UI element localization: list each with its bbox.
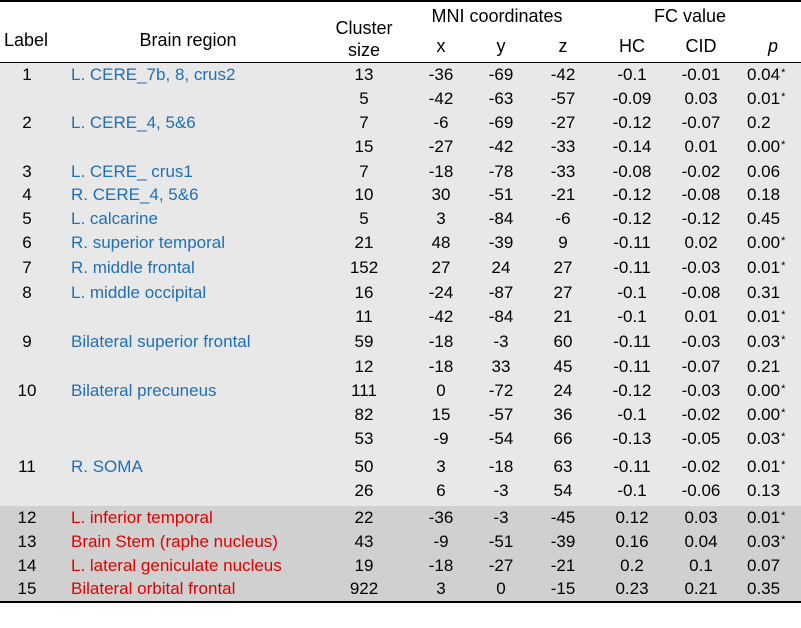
cell-cid: 0.01 bbox=[684, 137, 718, 156]
cell-x: -6 bbox=[433, 113, 449, 132]
cell-x: -9 bbox=[433, 429, 449, 448]
cell-region: Bilateral orbital frontal bbox=[71, 579, 236, 598]
significance-star: * bbox=[781, 383, 786, 395]
cell-cid: -0.08 bbox=[681, 283, 721, 302]
cell-cid: 0.04 bbox=[684, 532, 718, 551]
cell-p-value bbox=[747, 379, 785, 403]
cell-x: 48 bbox=[431, 233, 451, 252]
cell-cluster-size: 19 bbox=[354, 556, 374, 575]
cell-hc: -0.1 bbox=[617, 405, 647, 424]
cell-label: 11 bbox=[18, 457, 36, 476]
cell-cluster-size: 12 bbox=[354, 357, 374, 376]
cell-label: 4 bbox=[22, 185, 32, 204]
cell-cluster-size: 53 bbox=[354, 429, 374, 448]
cell-x: 3 bbox=[436, 209, 446, 228]
p-value: 0.01 bbox=[747, 508, 781, 527]
cell-z: -21 bbox=[550, 185, 576, 204]
cell-cid: -0.03 bbox=[681, 381, 721, 400]
cell-x: -27 bbox=[428, 137, 454, 156]
cell-x: -42 bbox=[428, 89, 454, 108]
header-mni: MNI coordinates bbox=[431, 6, 563, 26]
cell-x: -18 bbox=[428, 332, 454, 351]
significance-star: * bbox=[781, 309, 786, 321]
p-value: 0.18 bbox=[747, 185, 781, 204]
cell-label: 15 bbox=[17, 579, 37, 598]
table-row bbox=[0, 160, 801, 184]
cell-hc: -0.1 bbox=[617, 65, 647, 84]
cell-cid: -0.07 bbox=[681, 357, 721, 376]
significance-star: * bbox=[781, 334, 786, 346]
cell-cluster-size: 82 bbox=[354, 405, 374, 424]
header-label: Label bbox=[4, 30, 49, 50]
table-row bbox=[0, 63, 801, 87]
table-row bbox=[0, 330, 801, 354]
cell-y: -78 bbox=[488, 162, 514, 181]
cell-cid: -0.02 bbox=[681, 405, 721, 424]
cell-x: 30 bbox=[431, 185, 451, 204]
significance-star: * bbox=[781, 235, 786, 247]
cell-label: 3 bbox=[22, 162, 32, 181]
p-value: 0.45 bbox=[747, 209, 781, 228]
header-x: x bbox=[436, 36, 446, 56]
cell-p-value bbox=[747, 281, 780, 305]
cell-cluster-size: 43 bbox=[354, 532, 374, 551]
cell-z: 36 bbox=[553, 405, 573, 424]
cell-p-value bbox=[747, 63, 785, 87]
p-value: 0.03 bbox=[747, 532, 781, 551]
cell-y: -27 bbox=[488, 556, 514, 575]
bottom-rule bbox=[0, 601, 801, 603]
cell-z: -21 bbox=[550, 556, 576, 575]
cell-label: 2 bbox=[22, 113, 32, 132]
cell-z: -57 bbox=[550, 89, 576, 108]
cell-p-value bbox=[747, 256, 785, 280]
cell-region: L. middle occipital bbox=[71, 283, 207, 302]
cell-cid: 0.01 bbox=[684, 307, 718, 326]
cell-cluster-size: 21 bbox=[354, 233, 374, 252]
table-row bbox=[0, 87, 801, 111]
cell-y: 0 bbox=[496, 579, 506, 598]
cell-cluster-size: 7 bbox=[359, 162, 369, 181]
cell-hc: -0.08 bbox=[612, 162, 652, 181]
top-rule bbox=[0, 0, 801, 2]
significance-star: * bbox=[781, 534, 786, 546]
header-z: z bbox=[558, 36, 568, 56]
cell-hc: -0.12 bbox=[612, 209, 652, 228]
p-value: 0.00 bbox=[747, 381, 781, 400]
p-value: 0.01 bbox=[747, 258, 781, 277]
cell-label: 9 bbox=[22, 332, 32, 351]
cell-cid: 0.03 bbox=[684, 89, 718, 108]
cell-cluster-size: 15 bbox=[354, 137, 374, 156]
cell-p-value bbox=[747, 577, 780, 601]
cell-p-value bbox=[747, 207, 780, 231]
cell-cid: -0.05 bbox=[681, 429, 721, 448]
cell-region: L. CERE_7b, 8, crus2 bbox=[71, 65, 236, 84]
cell-y: -63 bbox=[488, 89, 514, 108]
cell-hc: -0.09 bbox=[612, 89, 652, 108]
cell-x: -36 bbox=[428, 65, 454, 84]
cell-z: -39 bbox=[550, 532, 576, 551]
cell-x: -18 bbox=[428, 357, 454, 376]
table-row bbox=[0, 111, 801, 135]
p-value: 0.03 bbox=[747, 429, 781, 448]
cell-y: -3 bbox=[493, 481, 509, 500]
cell-label: 1 bbox=[22, 65, 32, 84]
table-row bbox=[0, 355, 801, 379]
cell-region: L. CERE_ crus1 bbox=[71, 162, 193, 181]
cell-p-value bbox=[747, 183, 780, 207]
cell-cluster-size: 7 bbox=[359, 113, 369, 132]
cell-z: 63 bbox=[553, 457, 573, 476]
cell-hc: -0.11 bbox=[613, 332, 651, 351]
p-value: 0.00 bbox=[747, 405, 781, 424]
cell-p-value bbox=[747, 160, 780, 184]
cell-p-value bbox=[747, 554, 780, 578]
cell-cluster-size: 16 bbox=[354, 283, 374, 302]
header-cid: CID bbox=[685, 36, 717, 56]
cell-cluster-size: 922 bbox=[349, 579, 379, 598]
cell-z: 45 bbox=[553, 357, 573, 376]
cell-region: Bilateral precuneus bbox=[71, 381, 217, 400]
cell-y: -51 bbox=[488, 185, 514, 204]
cell-hc: -0.14 bbox=[612, 137, 652, 156]
cell-y: -84 bbox=[488, 209, 514, 228]
cell-x: -18 bbox=[428, 556, 454, 575]
table-row bbox=[0, 231, 801, 255]
cell-z: -15 bbox=[550, 579, 576, 598]
cell-cid: 0.02 bbox=[684, 233, 718, 252]
header-p: p bbox=[767, 36, 779, 56]
p-value: 0.07 bbox=[747, 556, 781, 575]
cell-cid: -0.03 bbox=[681, 258, 721, 277]
p-value: 0.01 bbox=[747, 457, 781, 476]
cell-hc: -0.13 bbox=[612, 429, 652, 448]
cell-cid: 0.1 bbox=[689, 556, 713, 575]
cell-z: -45 bbox=[550, 508, 576, 527]
cell-x: -9 bbox=[433, 532, 449, 551]
cell-hc: -0.12 bbox=[612, 185, 652, 204]
cell-z: 21 bbox=[553, 307, 573, 326]
cell-label: 7 bbox=[22, 258, 32, 277]
cell-hc: -0.1 bbox=[617, 481, 647, 500]
cell-p-value bbox=[747, 111, 771, 135]
p-value: 0.00 bbox=[747, 233, 781, 252]
cell-region: R. SOMA bbox=[71, 457, 143, 476]
cell-x: -42 bbox=[428, 307, 454, 326]
cell-region: L. calcarine bbox=[71, 209, 158, 228]
p-value: 0.06 bbox=[747, 162, 781, 181]
cell-x: 0 bbox=[436, 381, 446, 400]
header-cluster-line2: size bbox=[347, 40, 381, 60]
p-value: 0.04 bbox=[747, 65, 781, 84]
cell-cid: 0.03 bbox=[684, 508, 718, 527]
cell-z: -27 bbox=[550, 113, 576, 132]
cell-cid: -0.07 bbox=[681, 113, 721, 132]
p-value: 0.2 bbox=[747, 113, 771, 132]
cell-hc: -0.1 bbox=[617, 283, 647, 302]
cell-hc: -0.11 bbox=[613, 258, 651, 277]
cell-y: 24 bbox=[491, 258, 511, 277]
cell-label: 14 bbox=[17, 556, 37, 575]
cell-p-value bbox=[747, 355, 780, 379]
cell-x: -36 bbox=[428, 508, 454, 527]
cell-z: 27 bbox=[553, 258, 573, 277]
cell-x: 27 bbox=[431, 258, 451, 277]
p-value: 0.35 bbox=[747, 579, 781, 598]
cell-z: 27 bbox=[553, 283, 573, 302]
cell-cid: -0.02 bbox=[681, 457, 721, 476]
p-value: 0.13 bbox=[747, 481, 781, 500]
cell-label: 6 bbox=[22, 233, 32, 252]
cell-cluster-size: 13 bbox=[354, 65, 374, 84]
cell-cid: -0.06 bbox=[681, 481, 721, 500]
cell-y: -51 bbox=[488, 532, 514, 551]
cell-z: 24 bbox=[553, 381, 573, 400]
cell-cluster-size: 5 bbox=[359, 209, 369, 228]
table-row bbox=[0, 281, 801, 305]
cell-p-value bbox=[747, 455, 785, 479]
cell-cluster-size: 111 bbox=[351, 381, 377, 400]
table-row bbox=[0, 183, 801, 207]
cell-p-value bbox=[747, 135, 785, 159]
cell-p-value bbox=[747, 427, 785, 451]
cell-region: R. CERE_4, 5&6 bbox=[71, 185, 199, 204]
cell-cluster-size: 26 bbox=[354, 481, 374, 500]
significance-star: * bbox=[781, 91, 786, 103]
p-value: 0.01 bbox=[747, 89, 781, 108]
cell-y: -54 bbox=[488, 429, 514, 448]
cell-x: -18 bbox=[428, 162, 454, 181]
cell-p-value bbox=[747, 305, 785, 329]
cell-label: 13 bbox=[17, 532, 37, 551]
table-row bbox=[0, 506, 801, 530]
cell-x: 15 bbox=[431, 405, 451, 424]
cell-cid: -0.01 bbox=[681, 65, 721, 84]
cell-x: -24 bbox=[428, 283, 454, 302]
table-row bbox=[0, 207, 801, 231]
cell-z: -33 bbox=[550, 162, 576, 181]
cell-region: Bilateral superior frontal bbox=[71, 332, 251, 351]
cell-y: 33 bbox=[491, 357, 511, 376]
cell-y: -57 bbox=[488, 405, 514, 424]
cell-label: 8 bbox=[22, 283, 32, 302]
table-row bbox=[0, 256, 801, 280]
header-cluster-line1: Cluster bbox=[335, 18, 393, 38]
significance-star: * bbox=[781, 139, 786, 151]
significance-star: * bbox=[781, 67, 786, 79]
cell-hc: -0.11 bbox=[613, 457, 651, 476]
cell-z: 54 bbox=[553, 481, 573, 500]
significance-star: * bbox=[781, 510, 786, 522]
cell-y: -69 bbox=[488, 113, 514, 132]
table-row bbox=[0, 403, 801, 427]
cell-z: 60 bbox=[553, 332, 573, 351]
significance-star: * bbox=[781, 407, 786, 419]
cell-region: L. lateral geniculate nucleus bbox=[71, 556, 282, 575]
cell-cluster-size: 59 bbox=[354, 332, 374, 351]
cell-cid: -0.03 bbox=[681, 332, 721, 351]
cell-label: 10 bbox=[17, 381, 37, 400]
cell-region: R. superior temporal bbox=[71, 233, 226, 252]
cell-z: -6 bbox=[555, 209, 571, 228]
cell-region: L. inferior temporal bbox=[71, 508, 213, 527]
cell-y: -18 bbox=[488, 457, 514, 476]
significance-star: * bbox=[781, 459, 786, 471]
cell-hc: 0.2 bbox=[620, 556, 644, 575]
cell-y: -3 bbox=[493, 508, 509, 527]
cell-z: -33 bbox=[550, 137, 576, 156]
cell-z: -42 bbox=[550, 65, 576, 84]
cell-p-value bbox=[747, 479, 780, 503]
cell-y: -72 bbox=[488, 381, 514, 400]
significance-star: * bbox=[781, 431, 786, 443]
table-row bbox=[0, 379, 801, 403]
p-value: 0.00 bbox=[747, 137, 781, 156]
p-value: 0.03 bbox=[747, 332, 781, 351]
p-value: 0.01 bbox=[747, 307, 781, 326]
cell-p-value bbox=[747, 403, 785, 427]
cell-hc: -0.12 bbox=[612, 113, 652, 132]
cell-z: 66 bbox=[553, 429, 573, 448]
cell-p-value bbox=[747, 87, 785, 111]
cell-p-value bbox=[747, 330, 785, 354]
cell-x: 3 bbox=[436, 457, 446, 476]
cell-y: -69 bbox=[488, 65, 514, 84]
cell-p-value bbox=[747, 530, 785, 554]
cell-y: -87 bbox=[488, 283, 514, 302]
cell-hc: -0.12 bbox=[612, 381, 652, 400]
cell-y: -39 bbox=[488, 233, 514, 252]
cell-cid: -0.08 bbox=[681, 185, 721, 204]
cell-hc: -0.1 bbox=[617, 307, 647, 326]
cell-region: R. middle frontal bbox=[71, 258, 195, 277]
cell-label: 5 bbox=[22, 209, 32, 228]
cell-cluster-size: 50 bbox=[354, 457, 374, 476]
table-row bbox=[0, 427, 801, 451]
header-fc: FC value bbox=[653, 6, 727, 26]
cell-cid: -0.02 bbox=[681, 162, 721, 181]
p-value: 0.21 bbox=[747, 357, 781, 376]
cell-y: -84 bbox=[488, 307, 514, 326]
cell-hc: 0.23 bbox=[615, 579, 649, 598]
significance-star: * bbox=[781, 260, 786, 272]
cell-hc: 0.16 bbox=[615, 532, 649, 551]
table-row bbox=[0, 577, 801, 601]
cell-cluster-size: 22 bbox=[354, 508, 374, 527]
cell-cluster-size: 10 bbox=[354, 185, 374, 204]
cell-cid: 0.21 bbox=[684, 579, 718, 598]
p-value: 0.31 bbox=[747, 283, 781, 302]
cell-region: Brain Stem (raphe nucleus) bbox=[71, 532, 278, 551]
cell-label: 12 bbox=[17, 508, 37, 527]
cell-hc: -0.11 bbox=[613, 357, 651, 376]
cell-y: -42 bbox=[488, 137, 514, 156]
cell-cluster-size: 152 bbox=[349, 258, 379, 277]
table-row bbox=[0, 305, 801, 329]
cell-region: L. CERE_4, 5&6 bbox=[71, 113, 196, 132]
table-row bbox=[0, 554, 801, 578]
cell-hc: -0.11 bbox=[613, 233, 651, 252]
cell-y: -3 bbox=[493, 332, 509, 351]
cell-cluster-size: 11 bbox=[355, 307, 373, 326]
cell-x: 3 bbox=[436, 579, 446, 598]
header-hc: HC bbox=[619, 36, 645, 56]
cell-p-value bbox=[747, 506, 785, 530]
cell-hc: 0.12 bbox=[615, 508, 649, 527]
cell-p-value bbox=[747, 231, 785, 255]
cell-x: 6 bbox=[436, 481, 446, 500]
table-row bbox=[0, 455, 801, 479]
table-row bbox=[0, 530, 801, 554]
table-row bbox=[0, 479, 801, 503]
table-row bbox=[0, 135, 801, 159]
cell-z: 9 bbox=[558, 233, 568, 252]
cell-cid: -0.12 bbox=[681, 209, 721, 228]
header-y: y bbox=[496, 36, 506, 56]
header-region: Brain region bbox=[139, 30, 237, 50]
cell-cluster-size: 5 bbox=[359, 89, 369, 108]
